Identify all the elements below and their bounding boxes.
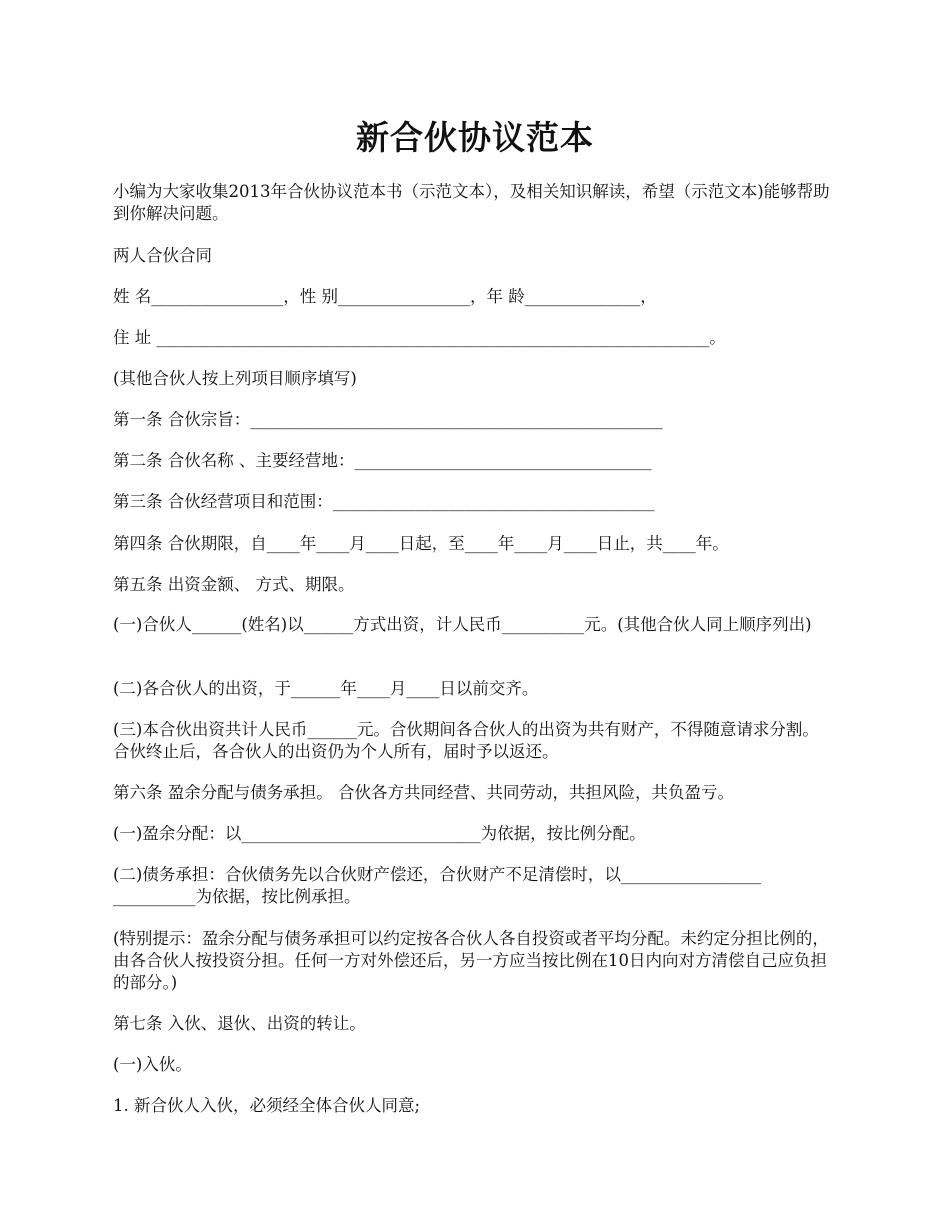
contract-title: 两人合伙合同 xyxy=(113,246,212,265)
field-line-address: 住 址 ___________________________________________________________________。 xyxy=(113,328,726,347)
article-6-clause-2: (二)债务承担：合伙债务先以合伙财产偿还，合伙财产不足清偿时，以_________________ __________为依据，按比例承担。 xyxy=(113,865,762,906)
article-7: 第七条 入伙、退伙、出资的转让。 xyxy=(113,1014,366,1033)
article-6: 第六条 盈余分配与债务承担。 合伙各方共同经营、共同劳动，共担风险，共负盈亏。 xyxy=(113,783,734,802)
article-5: 第五条 出资金额、 方式、期限。 xyxy=(113,575,355,594)
article-1: 第一条 合伙宗旨：__________________________________________________ xyxy=(113,410,663,429)
article-5-clause-3: (三)本合伙出资共计人民币______元。合伙期间各合伙人的出资为共有财产，不得随意请求分割。合伙终止后，各合伙人的出资仍为个人所有，届时予以返还。 xyxy=(113,720,819,761)
article-4: 第四条 合伙期限，自____年____月____日起，至____年____月____日止，共____年。 xyxy=(113,534,729,553)
special-note: (特别提示：盈余分配与债务承担可以约定按各合伙人各自投资或者平均分配。未约定分担比例的，由各合伙人按投资分担。任何一方对外偿还后，另一方应当按比例在10日内向对方清偿自己应负担的部分。) xyxy=(113,929,829,992)
article-7-clause-1-item-1: 1. 新合伙人入伙，必须经全体合伙人同意; xyxy=(113,1096,421,1115)
article-2: 第二条 合伙名称 、主要经营地：____________________________________ xyxy=(113,451,652,470)
article-6-clause-1: (一)盈余分配：以_____________________________为依据，按比例分配。 xyxy=(113,824,646,843)
field-line-personal: 姓 名________________，性 别________________，年 龄______________， xyxy=(113,287,657,306)
article-5-clause-1: (一)合伙人______(姓名)以______方式出资，计人民币__________元。(其他合伙人同上顺序列出) xyxy=(113,615,812,634)
intro-paragraph: 小编为大家收集2013年合伙协议范本书（示范文本），及相关知识解读，希望（示范文本)能够帮助到你解决问题。 xyxy=(113,182,830,223)
article-5-clause-2: (二)各合伙人的出资，于______年____月____日以前交齐。 xyxy=(113,679,539,698)
document-title: 新合伙协议范本 xyxy=(356,118,594,157)
article-3: 第三条 合伙经营项目和范围：_______________________________________ xyxy=(113,492,655,511)
note-order: (其他合伙人按上列项目顺序填写) xyxy=(113,369,357,388)
article-7-clause-1: (一)入伙。 xyxy=(113,1055,192,1074)
